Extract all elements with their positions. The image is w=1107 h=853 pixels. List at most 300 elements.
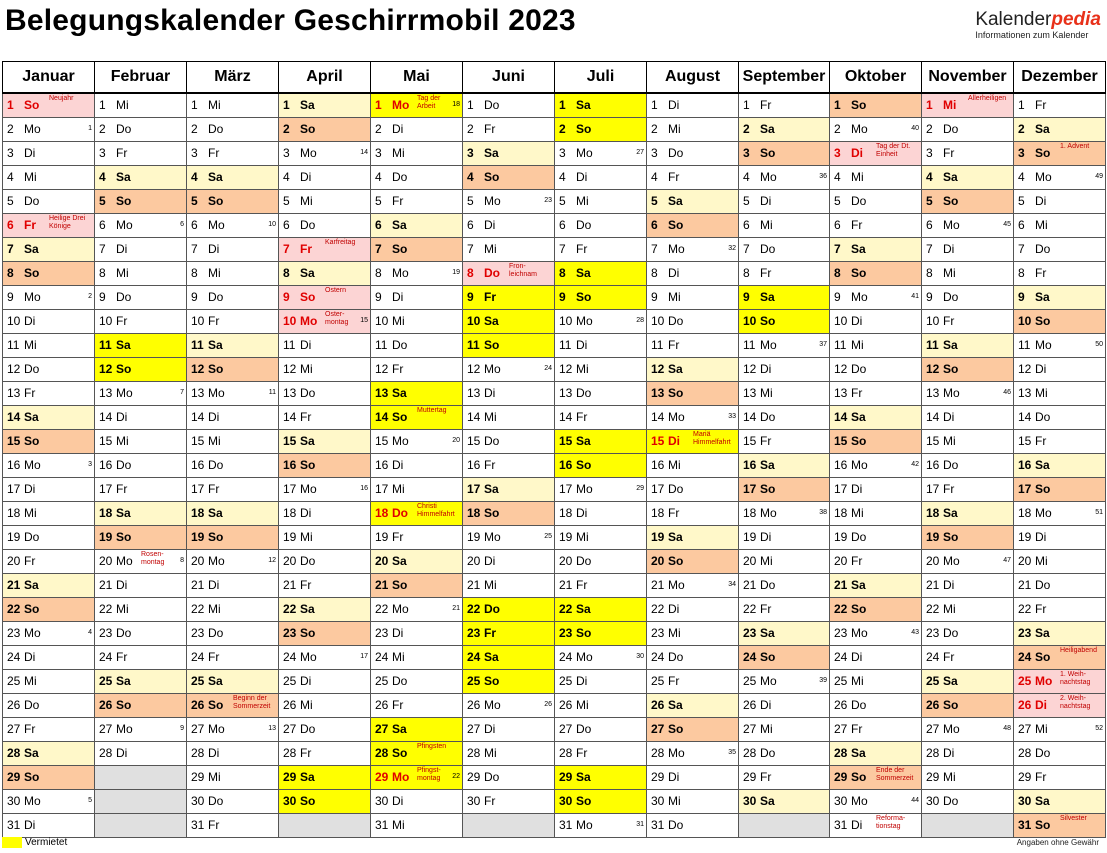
day-cell	[739, 334, 830, 358]
weekday: Mo	[851, 794, 868, 808]
day-number: 17	[375, 482, 389, 496]
weekday: Fr	[392, 698, 404, 712]
day-cell	[371, 262, 463, 286]
day-number: 22	[99, 602, 113, 616]
weekday: Do	[116, 626, 132, 640]
day-number: 2	[743, 122, 750, 136]
weekday: So	[943, 698, 959, 712]
day-number: 22	[559, 602, 573, 616]
day-number: 2	[1018, 122, 1025, 136]
day-cell	[1014, 406, 1106, 430]
calendar-table	[2, 61, 1106, 838]
day-cell	[1014, 478, 1106, 502]
weekday: Di	[943, 410, 955, 424]
day-number: 3	[99, 146, 106, 160]
day-number: 1	[7, 98, 14, 112]
day-cell	[187, 262, 279, 286]
day-cell	[463, 406, 555, 430]
weekday: Sa	[116, 338, 131, 352]
day-number: 25	[559, 674, 573, 688]
day-cell	[3, 430, 95, 454]
weekday: So	[208, 698, 224, 712]
weekday: So	[300, 290, 316, 304]
weekday: Di	[484, 218, 496, 232]
day-number: 24	[283, 650, 297, 664]
weekday: Mo	[943, 722, 960, 736]
day-cell	[1014, 574, 1106, 598]
day-cell	[739, 382, 830, 406]
day-cell	[279, 646, 371, 670]
weekday: So	[1035, 650, 1051, 664]
day-number: 12	[1018, 362, 1032, 376]
day-cell	[3, 814, 95, 838]
day-number: 26	[191, 698, 205, 712]
day-cell	[555, 142, 647, 166]
day-number: 30	[191, 794, 205, 808]
day-cell	[371, 502, 463, 526]
day-cell	[739, 574, 830, 598]
day-cell	[1014, 142, 1106, 166]
weekday: So	[1035, 314, 1051, 328]
day-number: 26	[651, 698, 665, 712]
day-cell	[647, 118, 739, 142]
holiday-label: Mariä Himmelfahrt	[693, 431, 731, 446]
weekday: Mi	[392, 818, 405, 832]
weekday: Mo	[1035, 338, 1052, 352]
weekday: Mo	[851, 290, 868, 304]
day-number: 5	[834, 194, 841, 208]
weekday: Fr	[116, 650, 128, 664]
day-number: 7	[283, 242, 290, 256]
weekday: Mo	[24, 794, 41, 808]
weekday: Di	[668, 98, 680, 112]
weekday: Fr	[300, 242, 312, 256]
weekday: Mo	[300, 482, 317, 496]
day-cell	[279, 406, 371, 430]
weekday: Mi	[24, 506, 37, 520]
weekday: Do	[1035, 242, 1051, 256]
weekday: Sa	[943, 506, 958, 520]
weekday: Mi	[668, 794, 681, 808]
week-number: 23	[544, 197, 552, 204]
day-number: 21	[7, 578, 21, 592]
day-number: 17	[191, 482, 205, 496]
weekday: Mo	[668, 746, 685, 760]
day-number: 23	[7, 626, 21, 640]
weekday: Fr	[668, 674, 680, 688]
day-cell	[371, 670, 463, 694]
day-cell	[3, 574, 95, 598]
day-number: 8	[283, 266, 290, 280]
day-cell	[187, 358, 279, 382]
weekday: Sa	[300, 266, 315, 280]
day-cell	[3, 310, 95, 334]
weekday: Do	[668, 482, 684, 496]
day-number: 24	[743, 650, 757, 664]
day-number: 29	[743, 770, 757, 784]
page-title: Belegungskalender Geschirrmobil 2023	[5, 4, 576, 37]
weekday: Mi	[116, 266, 129, 280]
event-label: Heiligabend	[1060, 647, 1097, 654]
day-number: 13	[926, 386, 940, 400]
day-cell	[555, 670, 647, 694]
day-number: 27	[99, 722, 113, 736]
weekday: Mi	[24, 170, 37, 184]
day-cell	[279, 334, 371, 358]
day-number: 15	[651, 434, 665, 448]
weekday: So	[576, 626, 592, 640]
weekday: Mo	[760, 170, 777, 184]
event-label: Reforma-tionstag	[876, 815, 906, 830]
day-cell	[1014, 742, 1106, 766]
day-cell	[647, 694, 739, 718]
weekday: So	[576, 122, 592, 136]
weekday: Di	[943, 746, 955, 760]
weekday: Fr	[24, 554, 36, 568]
weekday: Sa	[208, 338, 223, 352]
day-number: 15	[191, 434, 205, 448]
weekday: Mo	[1035, 506, 1052, 520]
day-number: 12	[191, 362, 205, 376]
day-number: 28	[743, 746, 757, 760]
day-number: 10	[7, 314, 21, 328]
day-cell	[647, 478, 739, 502]
weekday: Do	[300, 554, 316, 568]
weekday: Mo	[668, 578, 685, 592]
weekday: Mi	[208, 98, 221, 112]
day-row	[3, 382, 1106, 406]
day-cell	[3, 502, 95, 526]
weekday: Do	[392, 506, 408, 520]
day-row	[3, 790, 1106, 814]
weekday: Do	[300, 722, 316, 736]
day-cell	[463, 718, 555, 742]
day-cell	[371, 454, 463, 478]
day-cell	[830, 334, 922, 358]
week-number: 48	[1003, 725, 1011, 732]
week-number: 28	[636, 317, 644, 324]
holiday-label: 2. Weih-nachtstag	[1060, 695, 1091, 710]
day-cell	[647, 670, 739, 694]
weekday: Fr	[484, 290, 496, 304]
day-number: 26	[926, 698, 940, 712]
day-cell	[279, 790, 371, 814]
weekday: Mo	[300, 650, 317, 664]
day-cell	[555, 742, 647, 766]
weekday: Di	[668, 770, 680, 784]
weekday: Di	[484, 554, 496, 568]
day-cell	[647, 310, 739, 334]
day-row	[3, 93, 1106, 118]
day-number: 30	[1018, 794, 1032, 808]
weekday: So	[116, 362, 132, 376]
weekday: Di	[1035, 362, 1047, 376]
day-number: 4	[743, 170, 750, 184]
day-cell	[922, 166, 1014, 190]
weekday: Fr	[116, 482, 128, 496]
day-number: 6	[834, 218, 841, 232]
weekday: Sa	[851, 242, 866, 256]
day-number: 27	[1018, 722, 1032, 736]
day-number: 8	[467, 266, 474, 280]
day-cell	[95, 694, 187, 718]
day-number: 19	[559, 530, 573, 544]
day-number: 18	[99, 506, 113, 520]
day-row	[3, 118, 1106, 142]
day-cell	[95, 142, 187, 166]
weekday: Di	[760, 194, 772, 208]
day-cell	[830, 358, 922, 382]
day-number: 6	[191, 218, 198, 232]
day-cell	[830, 742, 922, 766]
day-cell	[463, 646, 555, 670]
day-number: 8	[99, 266, 106, 280]
day-number: 21	[743, 578, 757, 592]
day-cell	[830, 142, 922, 166]
weekday: Mi	[392, 482, 405, 496]
weekday: Do	[1035, 578, 1051, 592]
day-number: 23	[1018, 626, 1032, 640]
day-cell	[95, 574, 187, 598]
day-cell	[1014, 382, 1106, 406]
holiday-label: Heilige Drei Könige	[49, 215, 86, 230]
day-number: 29	[1018, 770, 1032, 784]
weekday: Do	[1035, 410, 1051, 424]
day-cell	[830, 694, 922, 718]
day-cell	[922, 670, 1014, 694]
week-number: 24	[544, 365, 552, 372]
day-cell	[187, 478, 279, 502]
day-number: 23	[743, 626, 757, 640]
weekday: Do	[760, 242, 776, 256]
day-cell	[3, 190, 95, 214]
day-cell	[371, 598, 463, 622]
week-number: 47	[1003, 557, 1011, 564]
weekday: Di	[668, 266, 680, 280]
week-number: 52	[1095, 725, 1103, 732]
day-number: 21	[834, 578, 848, 592]
day-cell	[187, 742, 279, 766]
day-cell	[555, 214, 647, 238]
day-number: 29	[834, 770, 848, 784]
day-number: 22	[1018, 602, 1032, 616]
weekday: Mo	[576, 818, 593, 832]
day-cell	[830, 670, 922, 694]
weekday: Mi	[851, 170, 864, 184]
day-cell	[187, 622, 279, 646]
week-number: 51	[1095, 509, 1103, 516]
month-header: August	[647, 62, 739, 94]
day-cell	[647, 142, 739, 166]
day-cell	[1014, 334, 1106, 358]
day-number: 11	[559, 338, 572, 352]
day-cell	[187, 526, 279, 550]
day-cell	[95, 742, 187, 766]
day-number: 27	[926, 722, 940, 736]
day-number: 23	[834, 626, 848, 640]
day-number: 9	[99, 290, 106, 304]
weekday: Mi	[484, 242, 497, 256]
day-cell	[1014, 694, 1106, 718]
weekday: Sa	[116, 674, 131, 688]
day-number: 8	[559, 266, 566, 280]
week-number: 42	[911, 461, 919, 468]
weekday: So	[668, 554, 684, 568]
day-cell	[739, 478, 830, 502]
day-cell	[739, 694, 830, 718]
day-number: 28	[191, 746, 205, 760]
day-number: 15	[1018, 434, 1032, 448]
day-cell	[1014, 766, 1106, 790]
day-cell	[1014, 790, 1106, 814]
day-number: 11	[926, 338, 939, 352]
day-number: 2	[99, 122, 106, 136]
weekday: Mo	[1035, 170, 1052, 184]
week-number: 49	[1095, 173, 1103, 180]
day-number: 10	[1018, 314, 1032, 328]
week-number: 37	[819, 341, 827, 348]
day-cell	[187, 286, 279, 310]
day-cell	[647, 190, 739, 214]
day-cell	[830, 574, 922, 598]
weekday: Do	[760, 578, 776, 592]
weekday: Do	[576, 386, 592, 400]
day-number: 31	[834, 818, 848, 832]
weekday: Do	[24, 194, 40, 208]
day-number: 6	[467, 218, 474, 232]
day-cell	[463, 262, 555, 286]
day-number: 3	[283, 146, 290, 160]
weekday: Mi	[208, 602, 221, 616]
day-number: 12	[834, 362, 848, 376]
day-number: 25	[283, 674, 297, 688]
weekday: So	[943, 362, 959, 376]
day-cell	[187, 406, 279, 430]
weekday: Sa	[760, 458, 775, 472]
weekday: Mi	[484, 578, 497, 592]
day-cell	[555, 646, 647, 670]
day-number: 10	[283, 314, 297, 328]
day-number: 14	[7, 410, 21, 424]
day-number: 18	[651, 506, 665, 520]
day-number: 10	[559, 314, 573, 328]
day-row	[3, 238, 1106, 262]
weekday: Di	[576, 506, 588, 520]
disclaimer: Angaben ohne Gewähr	[1016, 838, 1099, 847]
day-cell	[463, 574, 555, 598]
day-cell	[739, 238, 830, 262]
day-cell	[187, 814, 279, 838]
day-number: 1	[467, 98, 474, 112]
day-number: 9	[1018, 290, 1025, 304]
weekday: Fr	[1035, 266, 1047, 280]
day-cell	[1014, 814, 1106, 838]
day-number: 2	[926, 122, 933, 136]
day-cell	[371, 718, 463, 742]
weekday: Fr	[208, 818, 220, 832]
day-number: 7	[191, 242, 198, 256]
day-cell	[187, 430, 279, 454]
weekday: Do	[851, 362, 867, 376]
weekday: So	[760, 314, 776, 328]
day-number: 3	[375, 146, 382, 160]
day-cell	[279, 286, 371, 310]
holiday-label: Neujahr	[49, 95, 74, 102]
day-number: 15	[467, 434, 481, 448]
week-number: 13	[268, 725, 276, 732]
week-number: 31	[636, 821, 644, 828]
weekday: Sa	[760, 122, 775, 136]
weekday: Fr	[576, 578, 588, 592]
day-number: 3	[834, 146, 841, 160]
day-number: 24	[834, 650, 848, 664]
day-number: 2	[834, 122, 841, 136]
weekday: Mi	[943, 602, 956, 616]
weekday: Mi	[1035, 218, 1048, 232]
weekday: So	[668, 722, 684, 736]
day-cell	[739, 718, 830, 742]
day-cell	[279, 478, 371, 502]
day-cell	[739, 190, 830, 214]
day-number: 6	[1018, 218, 1025, 232]
weekday: Sa	[208, 170, 223, 184]
day-number: 28	[283, 746, 297, 760]
day-number: 11	[743, 338, 756, 352]
day-cell	[830, 526, 922, 550]
day-number: 4	[7, 170, 14, 184]
day-cell	[463, 526, 555, 550]
day-cell	[463, 478, 555, 502]
day-number: 1	[926, 98, 933, 112]
day-number: 13	[559, 386, 573, 400]
day-number: 24	[191, 650, 205, 664]
day-cell	[555, 430, 647, 454]
day-number: 30	[559, 794, 573, 808]
day-cell	[647, 718, 739, 742]
day-cell	[1014, 286, 1106, 310]
day-cell	[3, 718, 95, 742]
weekday: Sa	[576, 602, 591, 616]
day-row	[3, 526, 1106, 550]
day-number: 24	[375, 650, 389, 664]
week-number: 16	[360, 485, 368, 492]
weekday: Do	[1035, 746, 1051, 760]
day-number: 9	[375, 290, 382, 304]
weekday: Mi	[668, 290, 681, 304]
week-number: 26	[544, 701, 552, 708]
day-cell	[187, 214, 279, 238]
weekday: Mo	[392, 770, 410, 784]
day-number: 3	[926, 146, 933, 160]
weekday: Sa	[943, 338, 958, 352]
day-cell	[371, 406, 463, 430]
empty-cell	[95, 814, 187, 838]
weekday: Mi	[576, 194, 589, 208]
day-number: 28	[99, 746, 113, 760]
week-number: 21	[452, 605, 460, 612]
day-number: 23	[651, 626, 665, 640]
day-number: 7	[926, 242, 933, 256]
day-number: 31	[559, 818, 573, 832]
day-cell	[3, 670, 95, 694]
day-number: 15	[834, 434, 848, 448]
day-number: 28	[375, 746, 389, 760]
day-cell	[187, 646, 279, 670]
day-number: 21	[283, 578, 297, 592]
day-cell	[95, 430, 187, 454]
weekday: Fr	[484, 122, 496, 136]
day-cell	[187, 310, 279, 334]
